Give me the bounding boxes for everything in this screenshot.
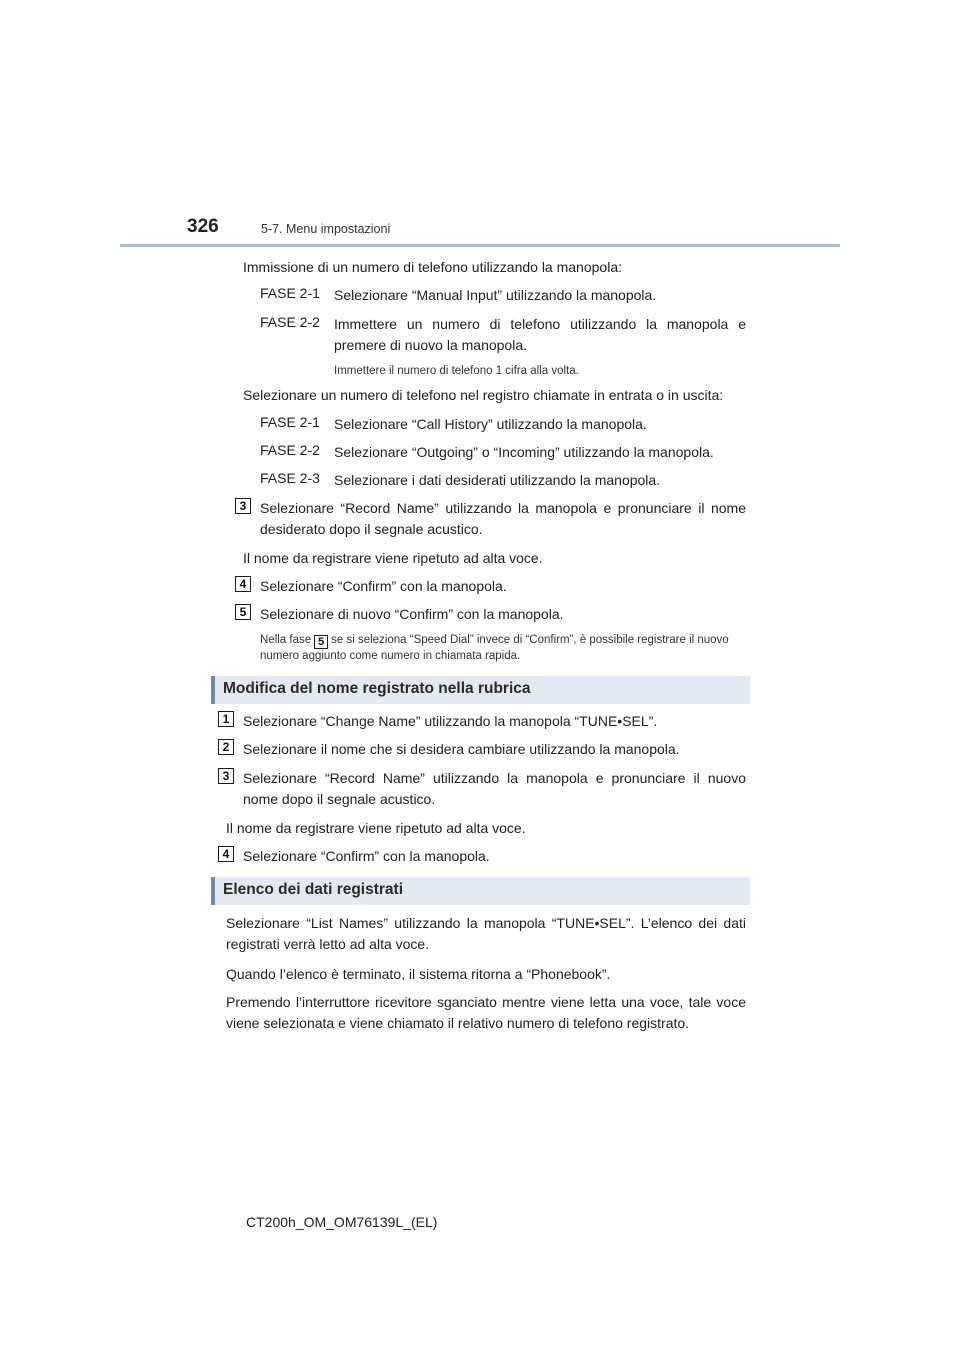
step-text: Selezionare “Manual Input” utilizzando la manopola.	[334, 287, 657, 303]
section-heading: Elenco dei dati registrati	[223, 881, 404, 898]
banner-accent	[211, 676, 215, 704]
section-banner-list-names	[211, 877, 750, 905]
repeat-note: Il nome da registrare viene ripetuto ad alta voce.	[226, 820, 526, 836]
paragraph: Quando l’elenco è terminato, il sistema ritorna a “Phonebook”.	[226, 966, 611, 982]
step-ref-box: 5	[314, 635, 328, 649]
step-label: FASE 2-1	[260, 414, 320, 430]
step-text: Selezionare i dati desiderati utilizzando la manopola.	[334, 472, 661, 488]
section-banner-edit-name	[211, 676, 750, 704]
step-number-box: 4	[218, 846, 234, 862]
step-text: Selezionare di nuovo “Confirm” con la manopola.	[260, 606, 564, 622]
step-label: FASE 2-2	[260, 314, 320, 330]
step-number-box: 4	[235, 576, 251, 592]
section-title: 5-7. Menu impostazioni	[261, 222, 391, 236]
step-text: Selezionare “Record Name” utilizzando la manopola e pronunciare il nome desiderato dopo il segnale acustico.	[260, 500, 746, 537]
step-text: Selezionare “Confirm” con la manopola.	[243, 848, 490, 864]
header-rule	[120, 244, 840, 247]
step-text: Immettere un numero di telefono utilizzando la manopola e premere di nuovo la manopola.	[334, 316, 746, 353]
step-number-box: 3	[235, 498, 251, 514]
page-number: 326	[187, 216, 219, 237]
footnote-prefix: Nella fase	[260, 634, 312, 646]
step-text: Selezionare “Call History” utilizzando la manopola.	[334, 416, 647, 432]
step-number-box: 2	[218, 739, 234, 755]
footnote	[260, 633, 746, 663]
paragraph: Selezionare “List Names” utilizzando la manopola “TUNE•SEL”. L’elenco dei dati registrati verrà letto ad alta voce.	[226, 915, 746, 952]
step-number-box: 5	[235, 604, 251, 620]
banner-accent	[211, 877, 215, 905]
step-number-box: 3	[218, 768, 234, 784]
step-text: Selezionare il nome che si desidera cambiare utilizzando la manopola.	[243, 741, 680, 757]
step-text: Selezionare “Change Name” utilizzando la manopola “TUNE•SEL”.	[243, 713, 658, 729]
repeat-note: Il nome da registrare viene ripetuto ad alta voce.	[243, 550, 543, 566]
step-text: Selezionare “Confirm” con la manopola.	[260, 578, 507, 594]
step-note: Immettere il numero di telefono 1 cifra alla volta.	[334, 365, 579, 377]
step-text: Selezionare “Record Name” utilizzando la manopola e pronunciare il nuovo nome dopo il segnale acustico.	[243, 770, 746, 807]
section-heading: Modifica del nome registrato nella rubrica	[223, 680, 531, 697]
step-number-box: 1	[218, 711, 234, 727]
step-label: FASE 2-3	[260, 470, 320, 486]
paragraph: Premendo l’interruttore ricevitore sganciato mentre viene letta una voce, tale voce viene selezionata e viene chiamato il relativo numero di telefono registrato.	[226, 994, 746, 1031]
manual-input-intro: Immissione di un numero di telefono utilizzando la manopola:	[243, 259, 622, 275]
footnote-text: se si seleziona “Speed Dial” invece di “Confirm”, è possibile registrare il nuovo numero aggiunto come numero in chiamata rapida.	[260, 634, 729, 662]
step-label: FASE 2-2	[260, 442, 320, 458]
document-code: CT200h_OM_OM76139L_(EL)	[246, 1214, 438, 1230]
step-text: Selezionare “Outgoing” o “Incoming” utilizzando la manopola.	[334, 444, 714, 460]
call-history-intro: Selezionare un numero di telefono nel registro chiamate in entrata o in uscita:	[243, 387, 724, 403]
step-label: FASE 2-1	[260, 285, 320, 301]
